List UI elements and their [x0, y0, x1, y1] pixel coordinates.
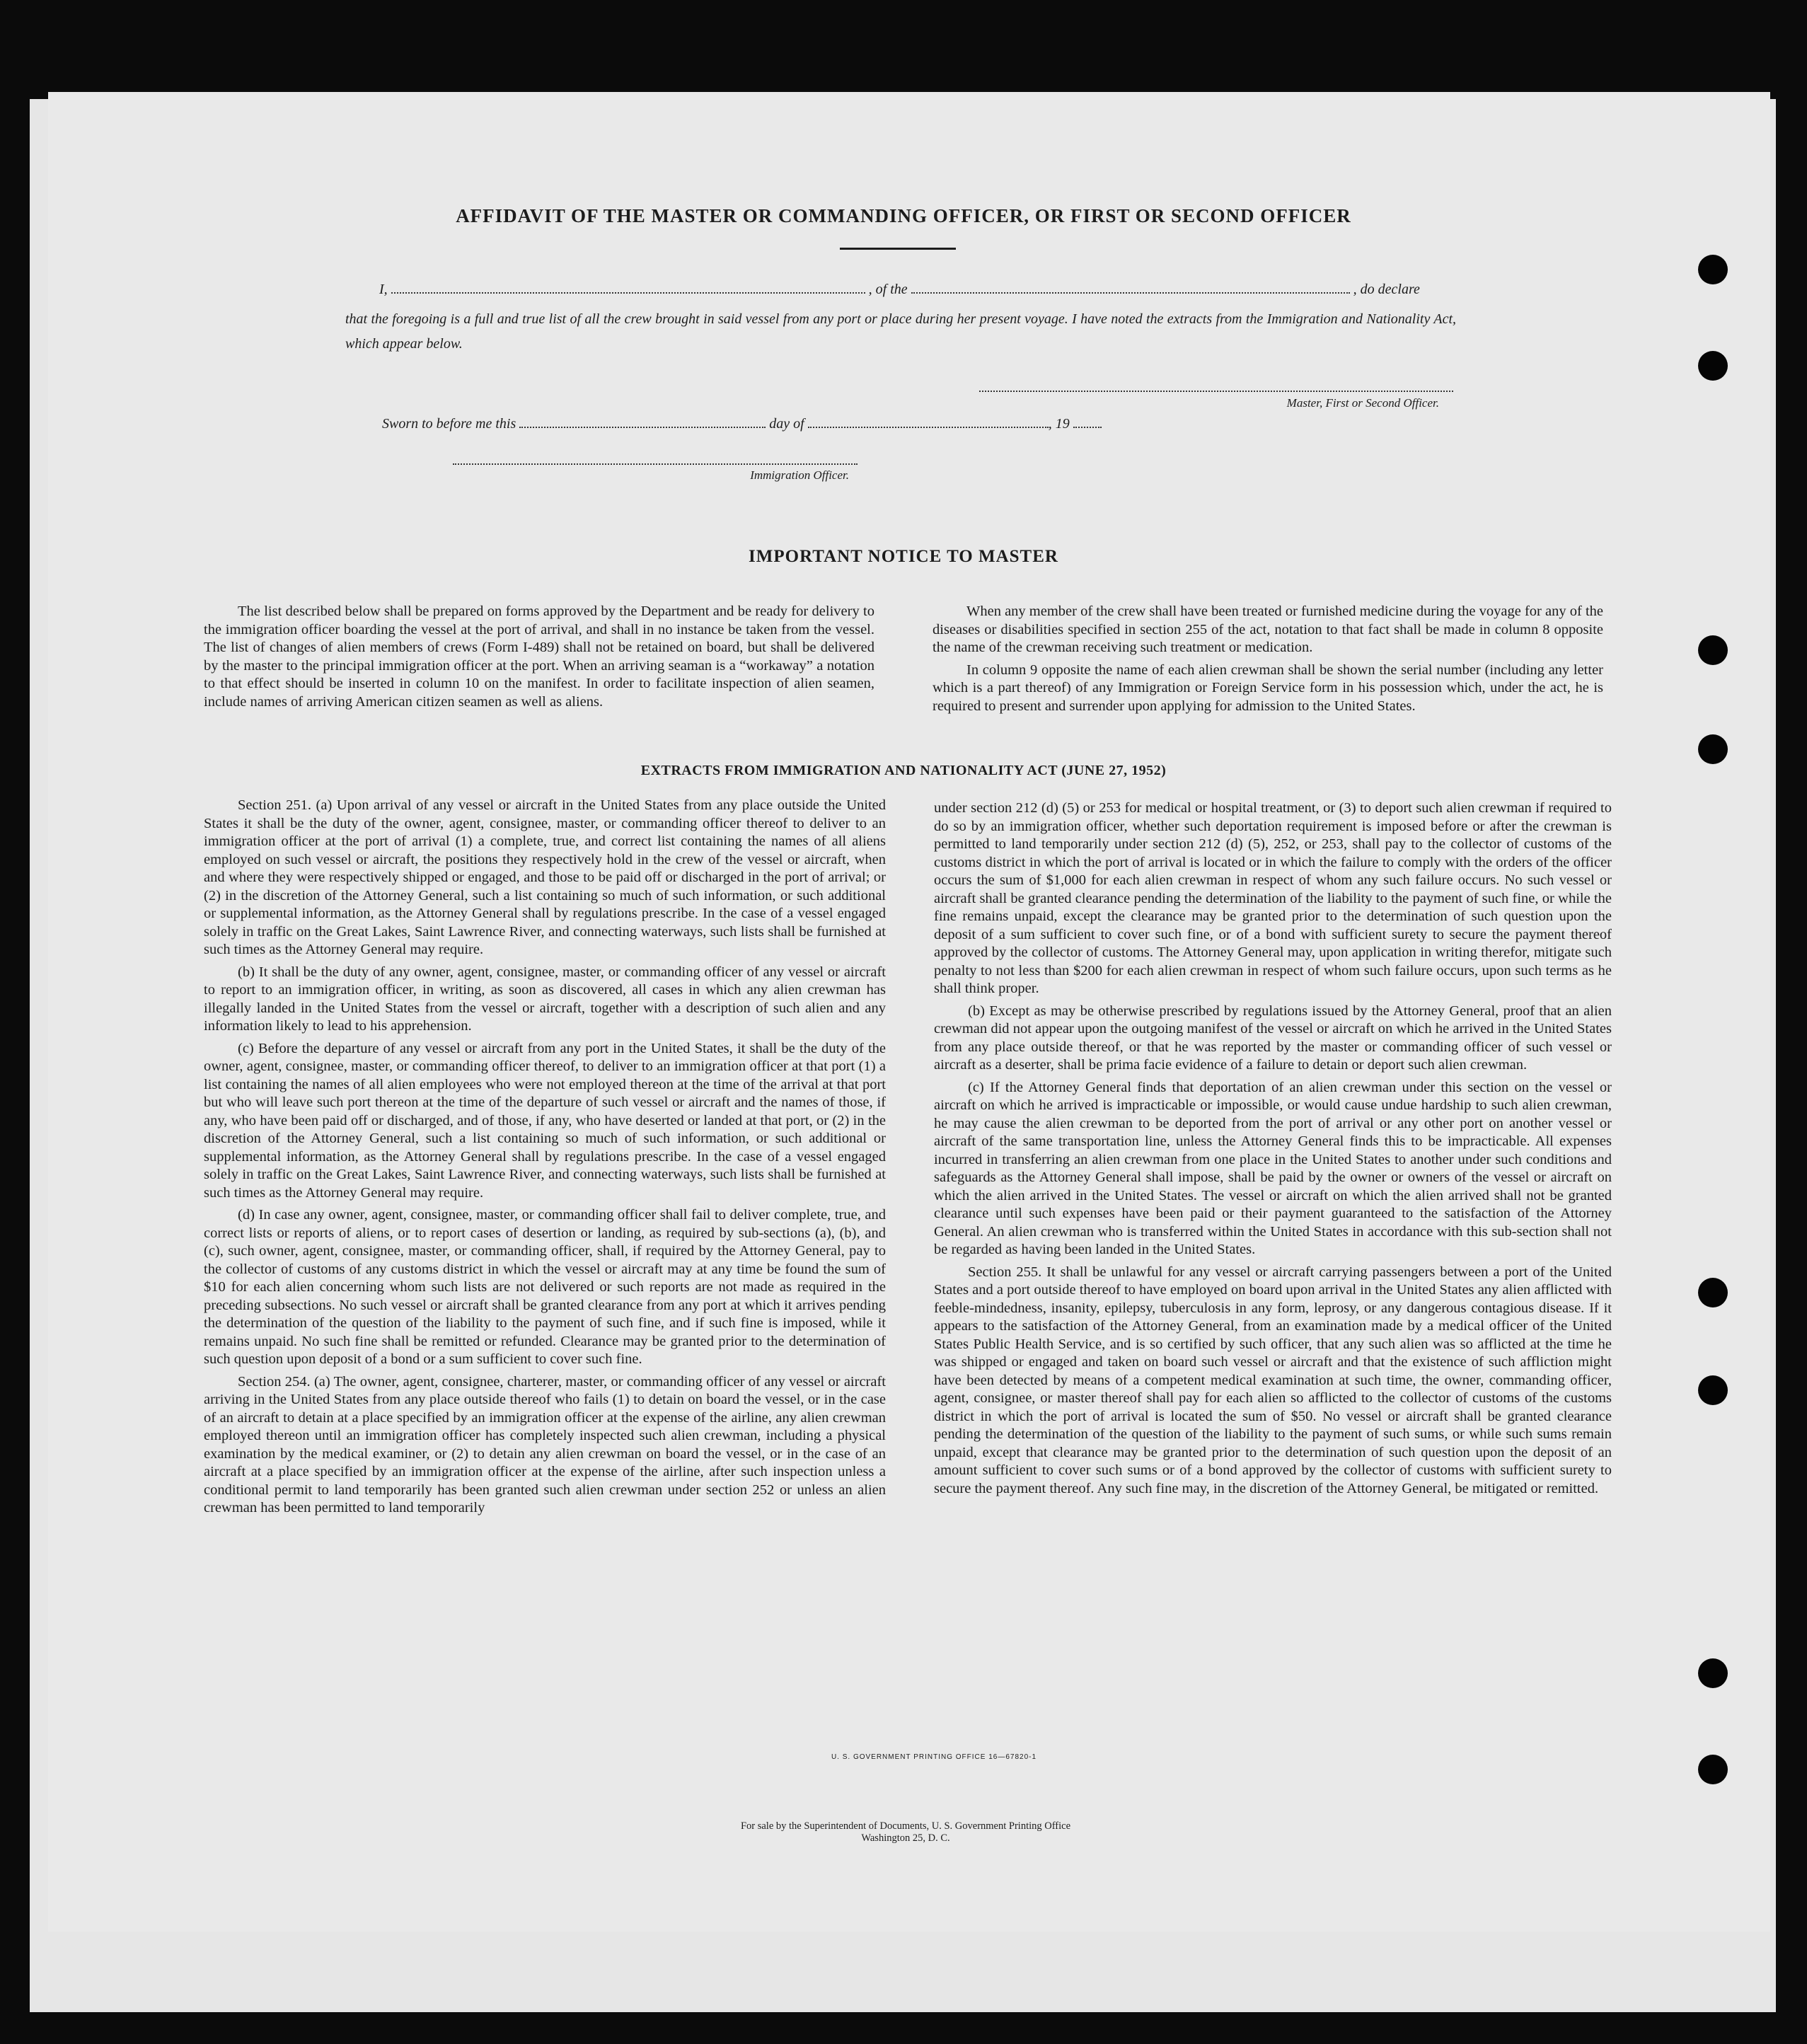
year-label: , 19	[1048, 416, 1070, 432]
immigration-officer-label: Immigration Officer.	[750, 468, 849, 482]
section-251-a: Section 251. (a) Upon arrival of any vessel or aircraft in the United States from any place outside the United States it shall be the duty of the owner, agent, consignee, master, or commanding officer thereof to deliver to an immigration officer at the port of arrival (1) a complete, true, and correct list containing the names of all aliens employed on such vessel or aircraft, the positions they respectively hold in the crew of the vessel or aircraft, when and where they were respectively shipped or engaged, and those to be paid off or discharged in the port of arrival; or (2) in the discretion of the Attorney General, such a list containing so much of such information, or such additional or supplemental information, as the Attorney General shall by regulations prescribe. In the case of a vessel engaged solely in traffic on the Great Lakes, Saint Lawrence River, and connecting waterways, such lists shall be furnished at such times as the Attorney General may require.	[204, 797, 886, 957]
declaration-line	[379, 282, 1455, 298]
notice-left-column	[204, 603, 874, 715]
sworn-line	[382, 416, 1231, 432]
section-255: Section 255. It shall be unlawful for any vessel or aircraft carrying passengers between a port of the United States and a port outside thereof to have employed on board upon arrival in the United States any alien afflicted with feeble-mindedness, insanity, epilepsy, tuberculosis in any form, leprosy, or any dangerous contagious disease. If it appears to the satisfaction of the Attorney General, from an examination made by a medical officer of the United States Public Health Service, and is so certified by such officer, that any such alien was so afflicted at the time he was shipped or engaged and taken on board such vessel or aircraft and that the existence of such affliction might have been detected by means of a competent medical examination at such time, the owner, commanding officer, agent, consignee, or master thereof shall pay for each alien so afflicted to the collector of customs of the customs district in which the port of arrival is located the sum of $50. No vessel or aircraft shall be granted clearance pending the determination of the question of the liability to the payment of such sums, or while such sums remain unpaid, except that clearance may be granted prior to the determination of such question upon the deposit of an amount sufficient to cover such sums or of a bond approved by the collector of customs with sufficient surety to secure the payment thereof. Any such fine may, in the discretion of the Attorney General, be mitigated or remitted.	[934, 1264, 1612, 1496]
section-251-b: (b) It shall be the duty of any owner, agent, consignee, master, or commanding officer of any vessel or aircraft to report to an immigration officer, in writing, as soon as discovered, all cases in which any alien crewman has illegally landed in the United States from the vessel or aircraft, together with a description of such alien and any information likely to lead to his apprehension.	[204, 964, 886, 1034]
extracts-title: EXTRACTS FROM IMMIGRATION AND NATIONALITY ACT (JUNE 27, 1952)	[640, 763, 1167, 778]
of-the-label: , of the	[868, 282, 908, 297]
title-rule	[840, 248, 956, 250]
section-254-b: (b) Except as may be otherwise prescribed by regulations issued by the Attorney General, proof that an alien crewman did not appear upon the outgoing manifest of the vessel or aircraft on which he arrived in the United States from any place outside thereof, or that he was reported by the master or commanding officer of such vessel or aircraft as a deserter, shall be prima facie evidence of a failure to detain or deport such alien crewman.	[934, 1003, 1612, 1073]
notice-paragraph: In column 9 opposite the name of each alien crewman shall be shown the serial number (including any letter which is a part thereof) of any Immigration or Foreign Service form in his possession which, under the act, he is required to present and surrender upon applying for admission to the United States.	[933, 662, 1603, 714]
day-of-label: day of	[769, 416, 804, 432]
section-254-a-continued: under section 212 (d) (5) or 253 for medical or hospital treatment, or (3) to deport such alien crewman if required to do so by an immigration officer, whether such deportation requirement is imposed before or after the crewman is permitted to land temporarily under section 212 (d) (5), 252, or 253, shall pay to the collector of customs of the customs district in which the port of arrival is located or in which the failure to comply with the orders of the officer occurs the sum of $1,000 for each alien crewman in respect of whom any such failure occurs. No such vessel or aircraft shall be granted clearance pending the determination of the liability to the payment of such fine, or while the fine remains unpaid, except the clearance may be granted prior to the determination of such question upon the deposit of a sum sufficient to cover such fine, or of a bond with sufficient surety to secure the payment thereof approved by the collector of customs. The Attorney General may, upon application in writing therefor, mitigate such penalty to not less than $200 for each alien crewman in respect of whom such failure occurs, upon such terms as he shall think proper.	[934, 800, 1612, 996]
sworn-year-field[interactable]	[1073, 417, 1102, 428]
act-right-column	[934, 799, 1612, 1502]
i-label: I,	[379, 282, 388, 297]
sworn-label: Sworn to before me this	[382, 416, 516, 432]
sale-line-2: Washington 25, D. C.	[861, 1832, 950, 1844]
notice-paragraph: The list described below shall be prepared on forms approved by the Department and be ready for delivery to the immigration officer boarding the vessel at the port of arrival, and shall in no instance be taken from the vessel. The list of changes of alien members of crews (Form I-489) shall not be retained on board, but shall be delivered by the master to the principal immigration officer at the port. When an arriving seaman is a “workaway” a notation to that effect should be inserted in column 10 on the manifest. In order to facilitate inspection of alien seamen, include names of arriving American citizen seamen as well as aliens.	[204, 604, 874, 710]
do-declare-label: , do declare	[1353, 282, 1420, 297]
sworn-month-field[interactable]	[808, 417, 1049, 428]
notice-paragraph: When any member of the crew shall have been treated or furnished medicine during the voyage for any of the diseases or disabilities specified in section 255 of the act, notation to that fact shall be made in column 8 opposite the name of the crewman receiving such treatment or medication.	[933, 604, 1603, 655]
sale-notice	[623, 1820, 1189, 1844]
act-left-column	[204, 797, 886, 1522]
section-254-c: (c) If the Attorney General finds that deportation of an alien crewman under this section on the vessel or aircraft on which he arrived is impracticable or impossible, or would cause undue hardship to such alien crewman, he may cause the alien crewman to be deported from the port of arrival or any other port on another vessel or aircraft of the same transportation line, unless the Attorney General finds this to be impracticable. All expenses incurred in transferring an alien crewman from one place in the United States to another under such conditions and safeguards as the Attorney General shall impose, shall be paid by the owner or owners of the vessel or aircraft on which the alien arrived in the United States. The vessel or aircraft on which the alien arrived shall not be granted clearance until such expenses have been paid or their payment guaranteed to the satisfaction of the Attorney General. An alien crewman who is transferred within the United States in accordance with this sub-section shall not be regarded as having been landed in the United States.	[934, 1079, 1612, 1257]
master-name-field[interactable]	[391, 282, 865, 294]
master-signature-label: Master, First or Second Officer.	[1286, 396, 1439, 410]
vessel-name-field[interactable]	[911, 282, 1350, 294]
immigration-officer-signature-field[interactable]	[453, 463, 858, 465]
affidavit-title: AFFIDAVIT OF THE MASTER OR COMMANDING OFFICER, OR FIRST OR SECOND OFFICER	[456, 205, 1351, 226]
sworn-day-field[interactable]	[519, 417, 766, 428]
section-251-d: (d) In case any owner, agent, consignee, master, or commanding officer shall fail to deliver complete, true, and correct lists or reports of aliens, or to report cases of desertion or landing, as required by sub-sections (a), (b), and (c), such owner, agent, consignee, master, or commanding officer, shall, if required by the Attorney General, pay to the collector of customs of any customs district in which the vessel or aircraft may at any time be found the sum of $10 for each alien concerning whom such lists are not delivered or such reports are not made as required in the preceding subsections. No such vessel or aircraft shall be granted clearance from any port at which it arrives pending the determination of the question of the liability to the payment of such fine, and if such fine is imposed, while it remains unpaid. No such fine shall be remitted or refunded. Clearance may be granted prior to the determination of such question upon deposit of a bond or a sum sufficient to cover such fine.	[204, 1207, 886, 1367]
notice-title: IMPORTANT NOTICE TO MASTER	[749, 547, 1058, 566]
sale-line-1: For sale by the Superintendent of Documents, U. S. Government Printing Office	[740, 1820, 1071, 1832]
notice-right-column	[933, 603, 1603, 720]
printing-office-imprint: U. S. GOVERNMENT PRINTING OFFICE 16—67820-1	[831, 1753, 1037, 1761]
master-signature-field[interactable]	[979, 391, 1453, 392]
section-254-a: Section 254. (a) The owner, agent, consignee, charterer, master, or commanding officer of any vessel or aircraft arriving in the United States from any place outside thereof who fails (1) to detain on board the vessel, or in the case of an aircraft to detain at a place specified by an immigration officer at the expense of the airline, any alien crewman employed thereon until an immigration officer has completely inspected such alien crewman, including a physical examination by the medical examiner, or (2) to detain any alien crewman on board the vessel, or in the case of an aircraft at a place specified by an immigration officer at the expense of the airline, after such inspection unless a conditional permit to land temporarily has been granted such alien crewman under section 252 or unless an alien crewman has been permitted to land temporarily	[204, 1373, 886, 1515]
declaration-text: that the foregoing is a full and true list of all the crew brought in said vessel from any port or place during her present voyage. I have noted the extracts from the Immigration and Nationality Act, which appear below.	[345, 311, 1456, 352]
section-251-c: (c) Before the departure of any vessel or aircraft from any port in the United States, it shall be the duty of the owner, agent, consignee, master, or commanding officer thereof, to deliver to an immigration officer at that port (1) a list containing the names of all alien employees who were not employed thereon at the time of the arrival at that port but who will leave such port thereon at the time of the departure of such vessel or aircraft and the names of those, if any, who have been paid off or discharged, and of those, if any, who have deserted or landed at that port, or (2) in the discretion of the Attorney General, such a list containing so much of such information, or such additional or supplemental information, as the Attorney General shall by regulations prescribe. In the case of a vessel engaged solely in traffic on the Great Lakes, Saint Lawrence River, and connecting waterways, such lists shall be furnished at such times as the Attorney General may require.	[204, 1040, 886, 1201]
